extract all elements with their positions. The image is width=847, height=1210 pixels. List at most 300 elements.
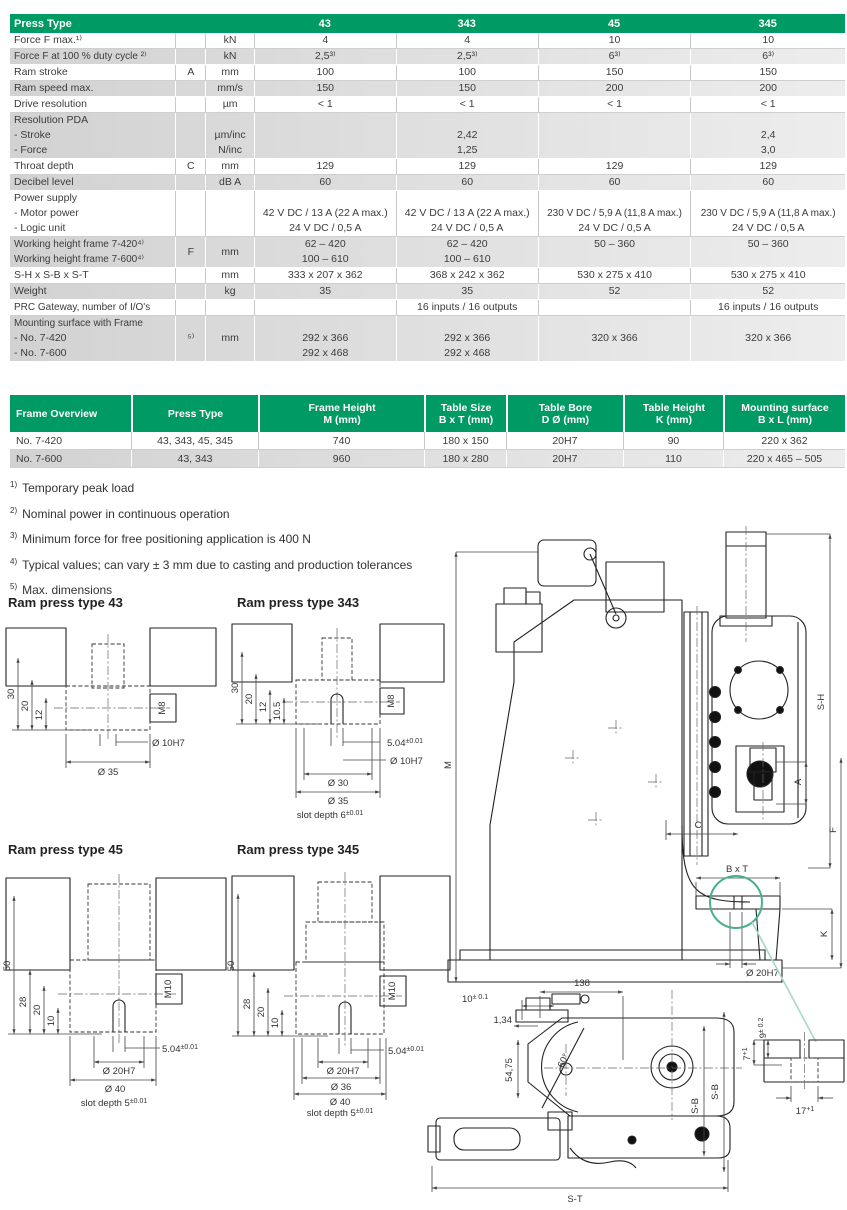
spec-table-title: Press Type — [14, 17, 72, 30]
cell-line: < 1 — [760, 98, 776, 110]
cell-line: 292 x 468 — [444, 347, 491, 359]
footnote-text: Minimum force for free positioning application is 400 N — [22, 532, 311, 546]
ram343-dim-20: 20 — [244, 693, 255, 705]
footnote-text: Temporary peak load — [22, 481, 135, 495]
frame-header-cell — [10, 395, 131, 432]
cell-line: 2,4 — [760, 129, 776, 141]
frame-table-row — [10, 432, 845, 450]
cell-line: < 1 — [459, 98, 475, 110]
frame-row-cell: 180 x 150 — [424, 432, 506, 449]
cell-line: - Logic unit — [14, 222, 66, 234]
cell-line: Frame Height — [308, 401, 376, 414]
spec-row-value — [538, 191, 691, 236]
cell-line: 129 — [316, 160, 335, 172]
spec-row-unit — [205, 113, 253, 158]
spec-table-row — [10, 316, 845, 362]
cell-line: 100 — [458, 66, 476, 78]
spec-row-letter — [175, 300, 205, 315]
cell-line: 200 — [759, 82, 777, 94]
press-machine-drawing — [420, 520, 847, 1210]
spec-row-value — [690, 268, 844, 283]
spec-row-value — [538, 97, 691, 112]
top-dim-60deg: 60° — [555, 1051, 573, 1070]
spec-row-label — [10, 65, 175, 80]
ram345-slot-width-label: $5.04^{\pm 0.01}$ — [388, 1046, 424, 1057]
ram343-dim-10-5: 10.5 — [272, 701, 283, 721]
cell-line: 150 — [458, 82, 476, 94]
spec-row-letter — [175, 33, 205, 48]
spec-row-value — [254, 175, 396, 190]
cell-line: Frame Overview — [16, 407, 98, 420]
spec-row-letter — [175, 284, 205, 299]
frame-row-cell: 43, 343 — [131, 450, 258, 467]
heading-ram-press-345: Ram press type 345 — [237, 842, 360, 857]
spec-row-label — [10, 33, 175, 48]
spec-row-value — [254, 113, 396, 158]
spec-table-row — [10, 113, 845, 159]
frame-overview-table — [10, 395, 845, 468]
spec-table-row — [10, 81, 845, 97]
frame-header-cell — [506, 395, 623, 432]
spec-table-row — [10, 300, 845, 316]
cell-line: µm — [222, 98, 238, 110]
cell-line: 129 — [458, 160, 476, 172]
top-dim-SB-outer: S-B — [710, 1084, 721, 1100]
spec-table-row — [10, 65, 845, 81]
spec-row-value — [254, 191, 396, 236]
frame-row-cell: 20H7 — [506, 450, 623, 467]
ram43-dim-12: 12 — [34, 709, 45, 721]
cell-line: 230 V DC / 5,9 A (11,8 A max.) — [547, 208, 683, 219]
cell-line: Mounting surface with Frame — [14, 318, 143, 329]
spec-row-value — [538, 175, 691, 190]
cell-line: kN — [223, 34, 237, 46]
cell-line: 2,5³⁾ — [314, 50, 336, 62]
cell-line: Weight — [14, 285, 47, 297]
frame-row-cell: 110 — [623, 450, 723, 467]
ram345-dim-28: 28 — [242, 998, 253, 1010]
cell-line: 100 – 610 — [301, 253, 349, 265]
cell-line: 320 x 366 — [745, 332, 792, 344]
cell-line: Force F max.¹⁾ — [14, 34, 82, 46]
ram45-thread-label: M10 — [163, 979, 174, 999]
spec-row-unit — [205, 65, 253, 80]
cell-line: 150 — [316, 82, 335, 94]
spec-row-letter — [175, 191, 205, 236]
spec-row-letter — [175, 175, 205, 190]
top-dim-10: $10^{\pm 0.1}$ — [462, 994, 489, 1005]
spec-table-row — [10, 191, 845, 237]
spec-table-row — [10, 33, 845, 49]
footnote-text: Max. dimensions — [22, 583, 113, 597]
spec-row-value — [690, 316, 844, 361]
spec-row-letter — [175, 49, 205, 64]
spec-row-value — [538, 300, 691, 315]
cell-line: 4 — [464, 34, 471, 46]
ram343-slot-depth-label: slot depth $6^{\pm 0.01}$ — [296, 810, 364, 821]
cell-line: < 1 — [607, 98, 623, 110]
ram45-bore-label: Ø 20H7 — [102, 1066, 136, 1077]
spec-row-value — [538, 81, 691, 96]
cell-line: Table Bore — [538, 401, 593, 414]
ram343-dim-12: 12 — [258, 701, 269, 713]
cell-line: 60 — [319, 176, 332, 188]
cell-line: 4 — [322, 34, 329, 46]
cell-line: 60 — [762, 176, 775, 188]
press-type-spec-table — [10, 14, 845, 362]
spec-row-value — [690, 237, 844, 267]
frame-table-body — [10, 432, 845, 468]
cell-line: Mounting surface — [741, 401, 829, 414]
spec-row-value — [690, 33, 844, 48]
spec-header-col-343: 343 — [457, 17, 476, 30]
ram343-geometry — [232, 624, 444, 738]
spec-row-value — [690, 49, 844, 64]
footnote-line — [10, 525, 412, 551]
spec-row-value — [254, 237, 396, 267]
cell-line: Power supply — [14, 192, 78, 204]
press-top-view-dimensions — [432, 978, 728, 1205]
cell-line: - Motor power — [14, 207, 79, 219]
frame-row-cell: 740 — [258, 432, 424, 449]
spec-row-label — [10, 175, 175, 190]
cell-line: 50 – 360 — [747, 238, 789, 250]
side-dim-C: C — [694, 820, 702, 831]
spec-row-unit — [205, 33, 253, 48]
heading-ram-press-43: Ram press type 43 — [8, 595, 123, 610]
cell-line: Decibel level — [14, 176, 74, 188]
spec-row-letter — [175, 237, 205, 267]
spec-row-letter — [175, 65, 205, 80]
top-dim-54-75: 54,75 — [504, 1058, 515, 1082]
ram45-dim-50: 50 — [2, 960, 13, 972]
spec-row-value — [396, 33, 538, 48]
cell-line: ⁵⁾ — [187, 332, 195, 344]
spec-row-value — [254, 65, 396, 80]
cell-line: D Ø (mm) — [541, 413, 590, 426]
cell-line: S-H x S-B x S-T — [14, 269, 89, 281]
ram345-bore-label: Ø 20H7 — [326, 1066, 360, 1077]
ram345-slot-depth-label: slot depth $5^{\pm 0.01}$ — [306, 1108, 374, 1119]
frame-row-cell: 220 x 362 — [723, 432, 845, 449]
ram45-dim-20: 20 — [32, 1004, 43, 1016]
ram43-geometry — [6, 628, 216, 740]
cell-line: 10 — [762, 34, 775, 46]
cell-line: 6³⁾ — [762, 50, 775, 62]
spec-row-value — [396, 113, 538, 158]
side-dim-S-H: S-H — [816, 693, 827, 711]
spec-row-value — [538, 65, 691, 80]
ram45-dim-28: 28 — [18, 996, 29, 1008]
side-dim-F: F — [828, 827, 839, 833]
top-dim-SB-inner: S-B — [690, 1098, 701, 1114]
frame-header-cell — [623, 395, 723, 432]
spec-row-label — [10, 284, 175, 299]
spec-row-value — [254, 49, 396, 64]
frame-table-row — [10, 450, 845, 468]
ram345-geometry — [232, 872, 450, 1046]
spec-table-row — [10, 97, 845, 113]
cell-line: 24 V DC / 0,5 A — [578, 222, 651, 234]
frame-row-cell: 20H7 — [506, 432, 623, 449]
spec-row-value — [690, 81, 844, 96]
ram45-dim-10: 10 — [46, 1015, 57, 1027]
cell-line: 50 – 360 — [594, 238, 635, 250]
frame-header-cell — [424, 395, 506, 432]
ram345-dim-50: 50 — [226, 960, 237, 972]
spec-row-label — [10, 97, 175, 112]
ram-press-45-drawing — [2, 866, 234, 1111]
spec-row-unit — [205, 268, 253, 283]
cell-line: 230 V DC / 5,9 A (11,8 A max.) — [700, 208, 836, 219]
frame-row-cell: 90 — [623, 432, 723, 449]
frame-header-cell — [723, 395, 845, 432]
detail-dim-7: $7^{+1}$ — [742, 1047, 753, 1061]
cell-line: 6³⁾ — [608, 50, 621, 62]
cell-line: Working height frame 7-420⁴⁾ — [14, 239, 144, 250]
cell-line: 292 x 468 — [302, 347, 349, 359]
spec-table-header-row — [10, 14, 845, 33]
cell-line: N/inc — [218, 144, 243, 156]
cell-line: 100 – 610 — [443, 253, 491, 265]
cell-line: 129 — [759, 160, 777, 172]
ram45-slot-depth-label: slot depth $5^{\pm 0.01}$ — [80, 1098, 148, 1109]
cell-line: Resolution PDA — [14, 114, 89, 126]
spec-row-value — [538, 33, 691, 48]
ram345-thread-label: M10 — [387, 981, 398, 1001]
ram45-geometry — [6, 874, 226, 1044]
ram43-bore-label: Ø 10H7 — [152, 738, 185, 749]
cell-line: 24 V DC / 0,5 A — [732, 222, 805, 234]
frame-table-header-row — [10, 395, 845, 432]
spec-row-value — [690, 65, 844, 80]
cell-line: - Force — [14, 144, 48, 156]
spec-row-value — [396, 316, 538, 361]
detail-dim-17: $17^{+1}$ — [795, 1106, 815, 1117]
ram343-mid-dia-label: Ø 30 — [327, 778, 349, 789]
t-slot-detail — [742, 1017, 844, 1117]
cell-line: µm/inc — [214, 129, 246, 141]
cell-line: 2,42 — [456, 129, 478, 141]
heading-ram-press-45: Ram press type 45 — [8, 842, 123, 857]
spec-table-row — [10, 175, 845, 191]
spec-table-body — [10, 33, 845, 362]
cell-line: C — [187, 160, 195, 172]
footnote-line — [10, 500, 412, 526]
cell-line: mm — [221, 160, 239, 172]
ram43-dim-30: 30 — [6, 688, 17, 700]
spec-row-value — [538, 49, 691, 64]
side-dim-A: A — [793, 778, 804, 786]
side-dim-M: M — [443, 761, 454, 769]
cell-line: 150 — [759, 66, 777, 78]
cell-line: Drive resolution — [14, 98, 87, 110]
spec-row-unit — [205, 97, 253, 112]
cell-line: Press Type — [167, 407, 224, 420]
spec-row-letter — [175, 113, 205, 158]
ram343-slot-width-label: $5.04^{\pm 0.01}$ — [387, 738, 423, 749]
ram43-dimensions — [6, 658, 185, 778]
spec-row-label — [10, 113, 175, 158]
cell-line: 200 — [605, 82, 624, 94]
ram345-mid-dia-label: Ø 36 — [330, 1082, 352, 1093]
spec-table-row — [10, 49, 845, 65]
spec-row-unit — [205, 159, 253, 174]
cell-line: mm — [221, 245, 239, 258]
cell-line: 60 — [461, 176, 474, 188]
cell-line: Working height frame 7-600⁴⁾ — [14, 254, 144, 265]
cell-line: 129 — [605, 160, 624, 172]
spec-row-value — [538, 159, 691, 174]
ram343-dimensions — [230, 652, 423, 821]
cell-line: dB A — [218, 176, 242, 188]
spec-row-value — [538, 284, 691, 299]
frame-row-cell: 220 x 465 – 505 — [723, 450, 845, 467]
spec-row-value — [690, 113, 844, 158]
spec-row-label — [10, 300, 175, 315]
side-dim-K: K — [819, 930, 830, 938]
spec-row-value — [254, 300, 396, 315]
cell-line: 60 — [608, 176, 621, 188]
spec-row-value — [396, 268, 538, 283]
frame-row-cell: No. 7-420 — [16, 434, 63, 447]
cell-line: < 1 — [317, 98, 333, 110]
spec-row-value — [254, 81, 396, 96]
spec-table-row — [10, 237, 845, 268]
ram45-outer-dia-label: Ø 40 — [104, 1084, 126, 1095]
cell-line: 52 — [762, 285, 775, 297]
spec-row-value — [396, 284, 538, 299]
spec-row-value — [254, 33, 396, 48]
spec-table-row — [10, 159, 845, 175]
cell-line: PRC Gateway, number of I/O's — [14, 302, 151, 313]
spec-row-value — [396, 81, 538, 96]
spec-row-letter — [175, 159, 205, 174]
cell-line: 292 x 366 — [444, 332, 491, 344]
spec-row-value — [396, 159, 538, 174]
cell-line: 24 V DC / 0,5 A — [431, 222, 504, 234]
spec-row-value — [538, 113, 691, 158]
spec-row-value — [254, 97, 396, 112]
cell-line: Throat depth — [14, 160, 74, 172]
spec-row-value — [254, 159, 396, 174]
ram345-outer-dia-label: Ø 40 — [329, 1097, 351, 1108]
spec-row-value — [538, 237, 691, 267]
top-dim-1-34: 1,34 — [493, 1015, 512, 1026]
spec-row-unit — [205, 175, 253, 190]
frame-row-cell: No. 7-600 — [16, 452, 63, 465]
spec-row-value — [396, 65, 538, 80]
cell-line: mm — [221, 269, 239, 281]
spec-row-unit — [205, 191, 253, 236]
frame-header-cell — [258, 395, 424, 432]
press-side-view-dimensions — [443, 534, 841, 1042]
spec-row-label — [10, 268, 175, 283]
spec-row-value — [538, 316, 691, 361]
ram343-dim-30: 30 — [230, 682, 241, 694]
spec-row-label — [10, 316, 175, 361]
spec-row-value — [690, 300, 844, 315]
spec-row-unit — [205, 81, 253, 96]
spec-row-value — [538, 268, 691, 283]
ram345-dim-10: 10 — [270, 1017, 281, 1029]
cell-line: 1,25 — [456, 144, 478, 156]
cell-line: 3,0 — [760, 144, 776, 156]
spec-row-value — [396, 49, 538, 64]
cell-line: 530 x 275 x 410 — [577, 269, 652, 281]
cell-line: 150 — [605, 66, 624, 78]
cell-line: 42 V DC / 13 A (22 A max.) — [262, 207, 388, 219]
cell-line: 320 x 366 — [591, 332, 638, 344]
ram45-dimensions — [2, 896, 198, 1109]
cell-line: 35 — [319, 285, 332, 297]
cell-line: - No. 7-420 — [14, 332, 67, 344]
frame-row-cell: 43, 343, 45, 345 — [131, 432, 258, 449]
cell-line: Ram stroke — [14, 66, 68, 78]
cell-line: 292 x 366 — [302, 332, 349, 344]
spec-row-letter — [175, 316, 205, 361]
spec-row-label — [10, 237, 175, 267]
cell-line: kg — [224, 285, 236, 297]
footnote-marker: 1) — [10, 480, 18, 489]
ram345-dim-20: 20 — [256, 1006, 267, 1018]
spec-row-unit — [205, 300, 253, 315]
frame-row-cell: 180 x 280 — [424, 450, 506, 467]
cell-line: M (mm) — [323, 413, 361, 426]
footnote-line — [10, 474, 412, 500]
footnote-marker: 5) — [10, 582, 18, 591]
cell-line: 100 — [316, 66, 335, 78]
spec-row-value — [396, 300, 538, 315]
cell-line: Force F at 100 % duty cycle ²⁾ — [14, 51, 147, 62]
spec-row-value — [254, 316, 396, 361]
press-top-view-geometry — [428, 994, 734, 1168]
ram343-bore-label: Ø 10H7 — [390, 756, 423, 767]
side-dim-BxT: B x T — [726, 864, 748, 875]
press-side-view-geometry — [448, 532, 806, 982]
ram45-slot-width-label: $5.04^{\pm 0.01}$ — [162, 1044, 198, 1055]
cell-line: 10 — [608, 34, 621, 46]
ram43-outer-dia-label: Ø 35 — [97, 767, 119, 778]
cell-line: 368 x 242 x 362 — [429, 269, 505, 281]
ram43-thread-label: M8 — [157, 701, 168, 715]
cell-line: B x T (mm) — [438, 413, 494, 426]
spec-row-unit — [205, 316, 253, 361]
cell-line: mm — [221, 332, 239, 344]
spec-header-col-345: 345 — [758, 17, 777, 30]
spec-row-unit — [205, 284, 253, 299]
cell-line: F — [187, 245, 195, 258]
cell-line: 16 inputs / 16 outputs — [417, 301, 518, 313]
spec-row-value — [396, 175, 538, 190]
spec-row-letter — [175, 97, 205, 112]
cell-line: 2,5³⁾ — [456, 50, 478, 62]
footnote-line — [10, 551, 412, 577]
cell-line: Table Height — [642, 401, 706, 414]
spec-row-label — [10, 81, 175, 96]
footnote-marker: 4) — [10, 556, 18, 566]
spec-header-col-43: 43 — [318, 17, 331, 30]
spec-row-value — [254, 284, 396, 299]
cell-line: 333 x 207 x 362 — [287, 269, 363, 281]
cell-line: kN — [223, 50, 237, 62]
heading-ram-press-343: Ram press type 343 — [237, 595, 360, 610]
spec-row-value — [690, 284, 844, 299]
top-dim-ST: S-T — [567, 1194, 583, 1205]
spec-table-row — [10, 268, 845, 284]
spec-row-value — [690, 97, 844, 112]
spec-row-value — [690, 159, 844, 174]
